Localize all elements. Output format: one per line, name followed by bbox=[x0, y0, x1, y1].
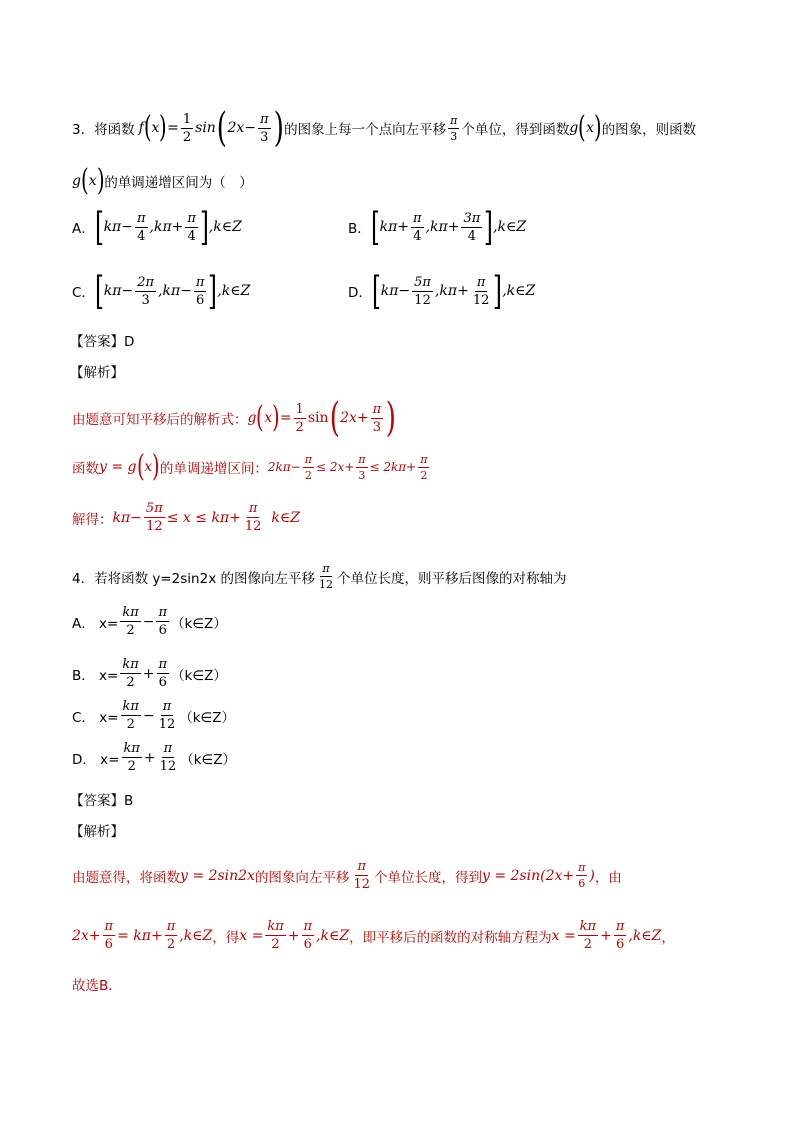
q3-option-a: A． [ kπ− $\frac{\pi}{4}$ ,kπ+ $\frac{\pi}{4}$ ] ,k∈Z bbox=[72, 205, 242, 249]
q3-answer: 【答案】D bbox=[70, 334, 135, 350]
q3-f: f bbox=[138, 120, 144, 136]
q4-stem: 4． 若将函数 y=2sin2x 的图像向左平移 $\frac{\pi}{12}$ 个单位长度，则平移后图像的对称轴为 bbox=[72, 562, 567, 591]
q3-text-1: 将函数 bbox=[94, 122, 135, 138]
q3-text-4: 的图象，则函数 bbox=[601, 122, 697, 138]
q3-text-2: 的图象上每一个点向左平移 bbox=[284, 122, 447, 138]
q4-answer: 【答案】B bbox=[70, 793, 134, 809]
q4-solution-line2: 2x+ $\frac{\pi}{6}$ = kπ+ $\frac{\pi}{2}$ ,k∈Z ，得 x = $\frac{k\pi}{2}$ + $\frac{\pi}{6}$ ,k∈Z ，即平移后的函数的对称轴方程为 x = $\frac{k\pi}{2}$ + $\frac{\pi}{6}$ ,k∈Z ， bbox=[72, 919, 675, 952]
q4-option-a: A． x= $\frac{k\pi}{2}$ − $\frac{\pi}{6}$ （k∈Z） bbox=[72, 605, 227, 638]
q3-number: 3． bbox=[72, 122, 95, 138]
q4-option-c: C． x= $\frac{k\pi}{2}$ − $\frac{\pi}{12}$ （k∈Z） bbox=[72, 699, 236, 732]
q4-solution-line1: 由题意得，将函数 y = 2sin2x 的图象向左平移 $\frac{\pi}{12}$ 个单位长度，得到 y = 2sin(2x+ $\frac{\pi}{6}$ ) ，由 bbox=[72, 859, 622, 892]
q3-stem-line1: 3． 将函数 f ( x ) = $\frac{1}{2}$ sin ( 2x − $\frac{\pi}{3}$ ) 的图象上每一个点向左平移 $\frac{\pi}{3}$ 个单位，得到函数 g ( x ) 的图象，则函数 bbox=[72, 105, 697, 151]
q3-frac-half: $\frac{1}{2}$ bbox=[182, 111, 192, 145]
q3-option-c: C． [ kπ− $\frac{2\pi}{3}$ ,kπ− $\frac{\pi}{6}$ ] ,k∈Z bbox=[72, 269, 251, 313]
q3-frac-shift: $\frac{\pi}{3}$ bbox=[450, 113, 458, 143]
q3-stem-line2: g ( x ) 的单调递增区间为（ ） bbox=[72, 163, 253, 198]
q4-analysis-heading: 【解析】 bbox=[70, 824, 124, 840]
q4-solution-line3: 故选B． bbox=[72, 978, 122, 994]
q3-option-b: B． [ kπ+ $\frac{\pi}{4}$ ,kπ+ $\frac{3\pi}{4}$ ] ,k∈Z bbox=[348, 205, 527, 249]
q3-analysis-heading: 【解析】 bbox=[70, 365, 124, 381]
q3-solution-line3: 解得： kπ− $\frac{5\pi}{12}$ ≤ x ≤ kπ+ $\frac{\pi}{12}$ k∈Z bbox=[72, 501, 300, 534]
q3-text-5: 的单调递增区间为（ ） bbox=[104, 175, 253, 191]
q3-frac-pi3: $\frac{\pi}{3}$ bbox=[259, 111, 269, 145]
q3-text-3: 个单位，得到函数 bbox=[461, 122, 570, 138]
q4-option-d: D． x= $\frac{k\pi}{2}$ + $\frac{\pi}{12}$ （k∈Z） bbox=[72, 741, 237, 774]
q3-solution-line1: 由题意可知平移后的解析式： g ( x ) = $\frac{1}{2}$ sin ( 2x+ $\frac{\pi}{3}$ ) bbox=[72, 395, 397, 441]
q3-option-d: D． [ kπ− $\frac{5\pi}{12}$ ,kπ+ $\frac{\pi}{12}$ ] ,k∈Z bbox=[348, 269, 536, 313]
q3-solution-line2: 函数 y = g ( x ) 的单调递增区间： 2kπ− $\frac{\pi}{2}$ ≤ 2x+ $\frac{\pi}{3}$ ≤ 2kπ+ $\frac{\pi}{2}$ bbox=[72, 449, 428, 484]
q4-option-b: B． x= $\frac{k\pi}{2}$ + $\frac{\pi}{6}$ （k∈Z） bbox=[72, 657, 227, 690]
